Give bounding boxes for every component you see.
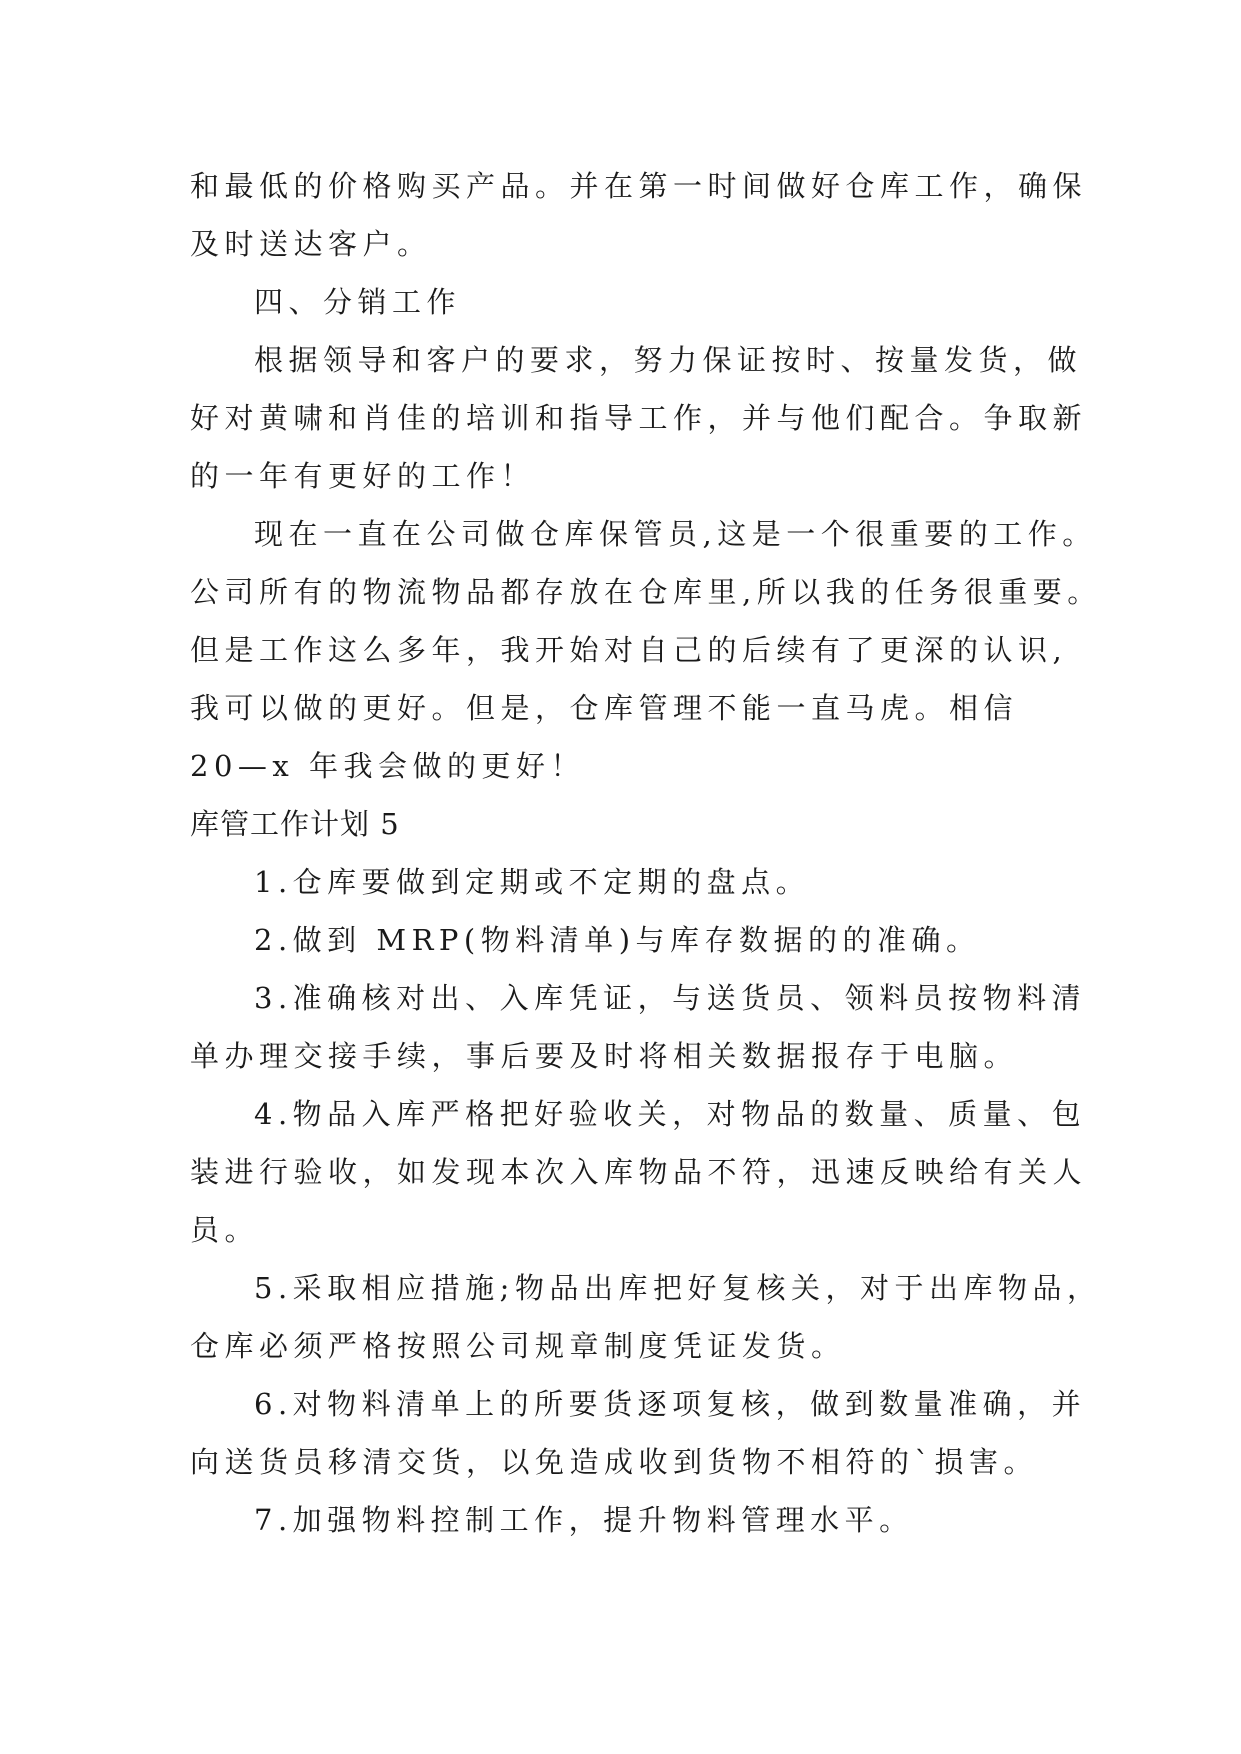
text-line: 20—x 年我会做的更好！ [190, 749, 585, 783]
text-line: 仓库必须严格按照公司规章制度凭证发货。 [190, 1329, 846, 1363]
text-line: 和最低的价格购买产品。并在第一时间做好仓库工作，确保 [190, 169, 1088, 203]
list-item: 5.采取相应措施;物品出库把好复核关，对于出库物品， [254, 1271, 1102, 1305]
list-item: 2.做到 MRP(物料清单)与库存数据的的准确。 [254, 923, 981, 957]
document-body [190, 157, 1102, 1549]
text-line: 及时送达客户。 [190, 227, 432, 261]
text-line: 公司所有的物流物品都存放在仓库里,所以我的任务很重要。 [190, 575, 1102, 609]
text-line: 向送货员移清交货，以免造成收到货物不相符的`损害。 [190, 1445, 1039, 1479]
list-item: 7.加强物料控制工作，提升物料管理水平。 [254, 1503, 914, 1537]
text-line: 我可以做的更好。但是，仓库管理不能一直马虎。相信 [190, 691, 1019, 725]
text-line: 现在一直在公司做仓库保管员,这是一个很重要的工作。 [254, 517, 1097, 551]
text-line: 的一年有更好的工作！ [190, 459, 536, 493]
list-item: 3.准确核对出、入库凭证，与送货员、领料员按物料清 [254, 981, 1087, 1015]
plan-title: 库管工作计划 5 [190, 807, 400, 841]
text-line: 单办理交接手续，事后要及时将相关数据报存于电脑。 [190, 1039, 1019, 1073]
list-item: 4.物品入库严格把好验收关，对物品的数量、质量、包 [254, 1097, 1087, 1131]
list-item: 1.仓库要做到定期或不定期的盘点。 [254, 865, 811, 899]
text-line: 但是工作这么多年，我开始对自己的后续有了更深的认识, [190, 633, 1068, 667]
section-heading: 四、分销工作 [254, 285, 462, 319]
list-item: 6.对物料清单上的所要货逐项复核，做到数量准确，并 [254, 1387, 1087, 1421]
text-line: 好对黄啸和肖佳的培训和指导工作，并与他们配合。争取新 [190, 401, 1088, 435]
text-line: 根据领导和客户的要求，努力保证按时、按量发货，做 [254, 343, 1083, 377]
text-line: 装进行验收，如发现本次入库物品不符，迅速反映给有关人 [190, 1155, 1088, 1189]
text-line: 员。 [190, 1213, 260, 1247]
